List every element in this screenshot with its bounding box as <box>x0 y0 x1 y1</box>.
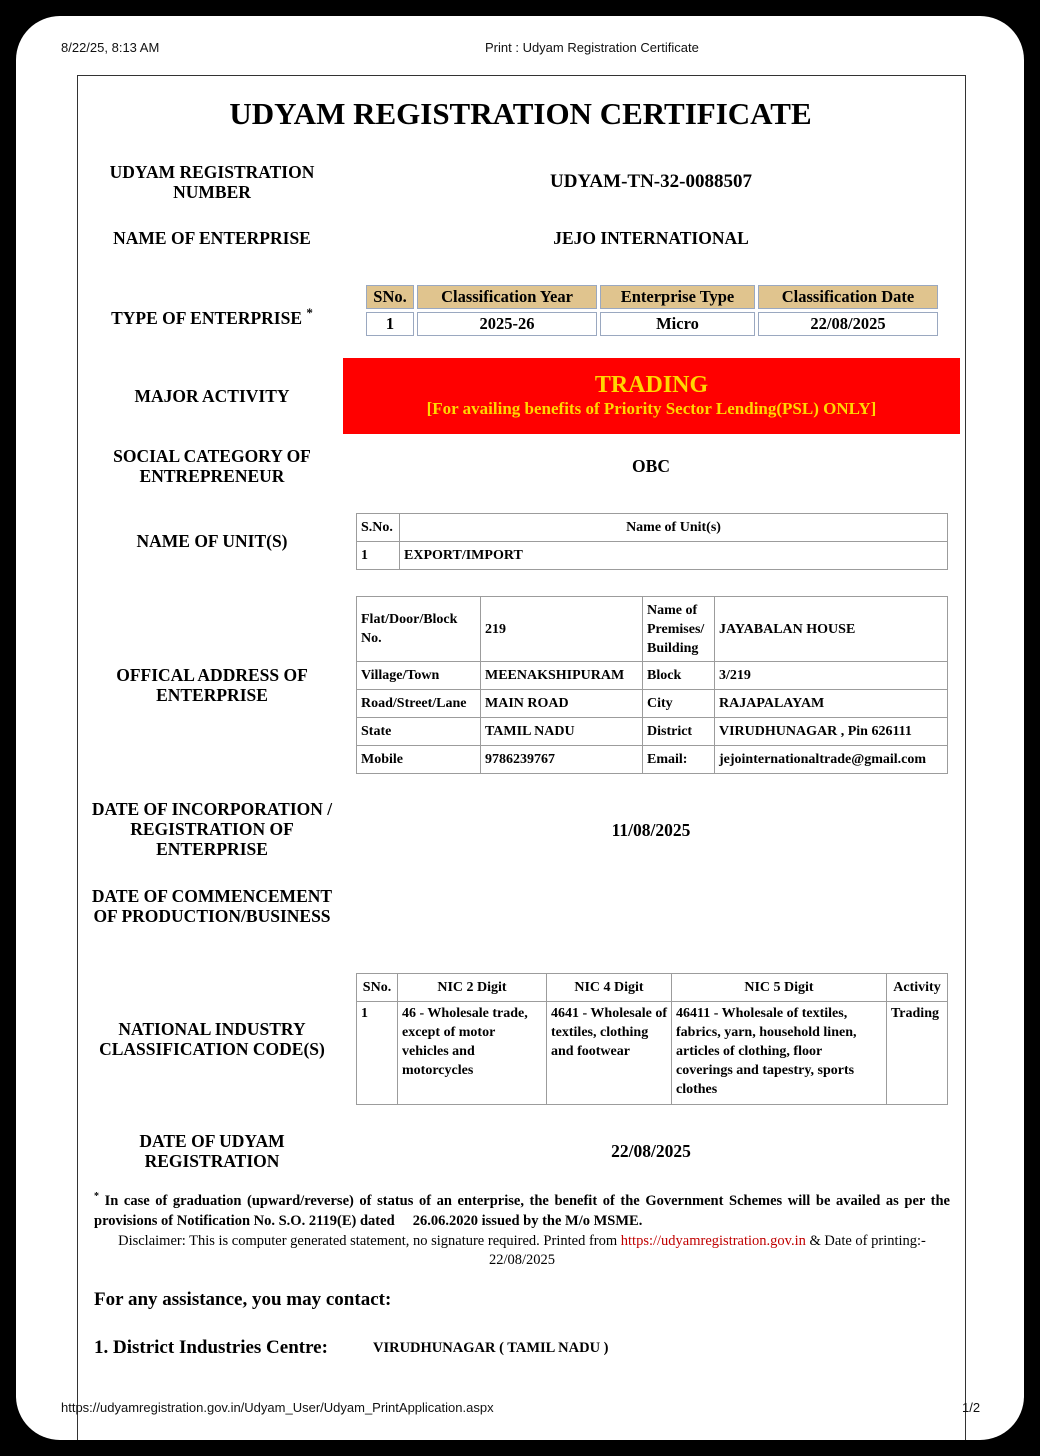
cls-header-year: Classification Year <box>417 285 597 309</box>
address-table <box>356 596 948 774</box>
footer-url: https://udyamregistration.gov.in/Udyam_User/Udyam_PrintApplication.aspx <box>61 1400 494 1415</box>
disclaimer-prefix: Disclaimer: This is computer generated statement, no signature required. Printed from <box>118 1233 618 1249</box>
major-activity-banner <box>343 358 960 434</box>
units-header-name: Name of Unit(s) <box>400 514 948 542</box>
nic-cell-2digit: 46 - Wholesale trade, except of motor vehicles and motorcycles <box>398 1002 547 1105</box>
social-category-label: SOCIAL CATEGORY OF ENTREPRENEUR <box>113 446 311 486</box>
units-header-sno: S.No. <box>357 514 400 542</box>
addr-mobile-value: 9786239767 <box>481 746 643 774</box>
udyam-reg-date: 22/08/2025 <box>611 1141 691 1161</box>
nic-header-5digit: NIC 5 Digit <box>672 974 887 1002</box>
addr-email-label: Email: <box>643 746 715 774</box>
incorporation-label: DATE OF INCORPORATION / REGISTRATION OF ENTERPRISE <box>91 799 333 859</box>
udyam-reg-date-label: DATE OF UDYAM REGISTRATION <box>139 1131 285 1171</box>
major-activity-note: [For availing benefits of Priority Sector Lending(PSL) ONLY] <box>426 399 877 418</box>
addr-district-value: VIRUDHUNAGAR , Pin 626111 <box>715 718 948 746</box>
print-timestamp: 8/22/25, 8:13 AM <box>61 40 160 55</box>
dic-label: 1. District Industries Centre: <box>94 1337 328 1358</box>
addr-flat-label: Flat/Door/Block No. <box>357 597 481 662</box>
nic-cell-5digit: 46411 - Wholesale of textiles, fabrics, yarn, household linen, articles of clothing, floor coverings and tapestry, sports clothes <box>672 1002 887 1105</box>
asterisk-mark: * <box>306 305 313 320</box>
social-category-value: OBC <box>632 456 670 476</box>
disclaimer <box>94 1232 950 1270</box>
major-activity-label: MAJOR ACTIVITY <box>134 386 290 406</box>
addr-district-label: District <box>643 718 715 746</box>
cls-header-sno: SNo. <box>366 285 414 309</box>
addr-email-value: jejointernationaltrade@gmail.com <box>715 746 948 774</box>
page-number: 1/2 <box>962 1400 981 1415</box>
certificate-title: UDYAM REGISTRATION CERTIFICATE <box>229 96 812 131</box>
addr-flat-value: 219 <box>481 597 643 662</box>
dic-value: VIRUDHUNAGAR ( TAMIL NADU ) <box>373 1340 609 1356</box>
cls-cell-year: 2025-26 <box>417 312 597 336</box>
addr-state-value: TAMIL NADU <box>481 718 643 746</box>
cls-cell-date: 22/08/2025 <box>758 312 938 336</box>
footnote <box>94 1187 954 1231</box>
nic-cell-4digit: 4641 - Wholesale of textiles, clothing and footwear <box>547 1002 672 1105</box>
addr-block-value: 3/219 <box>715 662 948 690</box>
reg-number-label: UDYAM REGISTRATION NUMBER <box>109 162 315 202</box>
units-cell-name: EXPORT/IMPORT <box>400 542 948 570</box>
print-date: 22/08/2025 <box>488 1252 556 1268</box>
addr-state-label: State <box>357 718 481 746</box>
enterprise-type-label: TYPE OF ENTERPRISE * <box>111 305 313 328</box>
nic-cell-activity: Trading <box>887 1002 948 1105</box>
nic-header-4digit: NIC 4 Digit <box>547 974 672 1002</box>
address-label: OFFICAL ADDRESS OF ENTERPRISE <box>116 665 308 705</box>
enterprise-name-value: JEJO INTERNATIONAL <box>553 228 749 248</box>
cls-header-date: Classification Date <box>758 285 938 309</box>
classification-table <box>363 282 941 339</box>
incorporation-date: 11/08/2025 <box>611 820 691 840</box>
nic-header-2digit: NIC 2 Digit <box>398 974 547 1002</box>
disclaimer-link[interactable]: https://udyamregistration.gov.in <box>620 1233 806 1249</box>
addr-road-label: Road/Street/Lane <box>357 690 481 718</box>
assistance-heading: For any assistance, you may contact: <box>94 1289 392 1310</box>
print-page-title: Print : Udyam Registration Certificate <box>485 40 699 55</box>
units-table <box>356 513 948 570</box>
commencement-label: DATE OF COMMENCEMENT OF PRODUCTION/BUSINESS <box>91 886 333 926</box>
disclaimer-suffix: & Date of printing:- <box>809 1233 926 1249</box>
addr-city-value: RAJAPALAYAM <box>715 690 948 718</box>
nic-header-sno: SNo. <box>357 974 398 1002</box>
footnote-text: In case of graduation (upward/reverse) of status of an enterprise, the benefit of the Government Schemes will be availed as per the provisions of Notification No. S.O. 2119(E) dated 26.06.2020 issued by the M/o MSME. <box>94 1192 954 1229</box>
addr-city-label: City <box>643 690 715 718</box>
nic-header-activity: Activity <box>887 974 948 1002</box>
cls-cell-sno: 1 <box>366 312 414 336</box>
enterprise-name-label: NAME OF ENTERPRISE <box>113 228 311 248</box>
major-activity-value: TRADING <box>594 372 709 398</box>
addr-village-value: MEENAKSHIPURAM <box>481 662 643 690</box>
addr-block-label: Block <box>643 662 715 690</box>
cls-cell-type: Micro <box>600 312 755 336</box>
addr-premises-value: JAYABALAN HOUSE <box>715 597 948 662</box>
print-page <box>16 16 1024 1440</box>
nic-table <box>356 973 948 1105</box>
units-cell-sno: 1 <box>357 542 400 570</box>
units-label: NAME OF UNIT(S) <box>136 531 288 551</box>
addr-village-label: Village/Town <box>357 662 481 690</box>
addr-premises-label: Name of Premises/ Building <box>643 597 715 662</box>
addr-mobile-label: Mobile <box>357 746 481 774</box>
addr-road-value: MAIN ROAD <box>481 690 643 718</box>
nic-cell-sno: 1 <box>357 1002 398 1105</box>
cls-header-type: Enterprise Type <box>600 285 755 309</box>
footnote-mark: * <box>94 1191 99 1202</box>
reg-number-value: UDYAM-TN-32-0088507 <box>550 171 752 192</box>
nic-label: NATIONAL INDUSTRY CLASSIFICATION CODE(S) <box>99 1019 325 1059</box>
